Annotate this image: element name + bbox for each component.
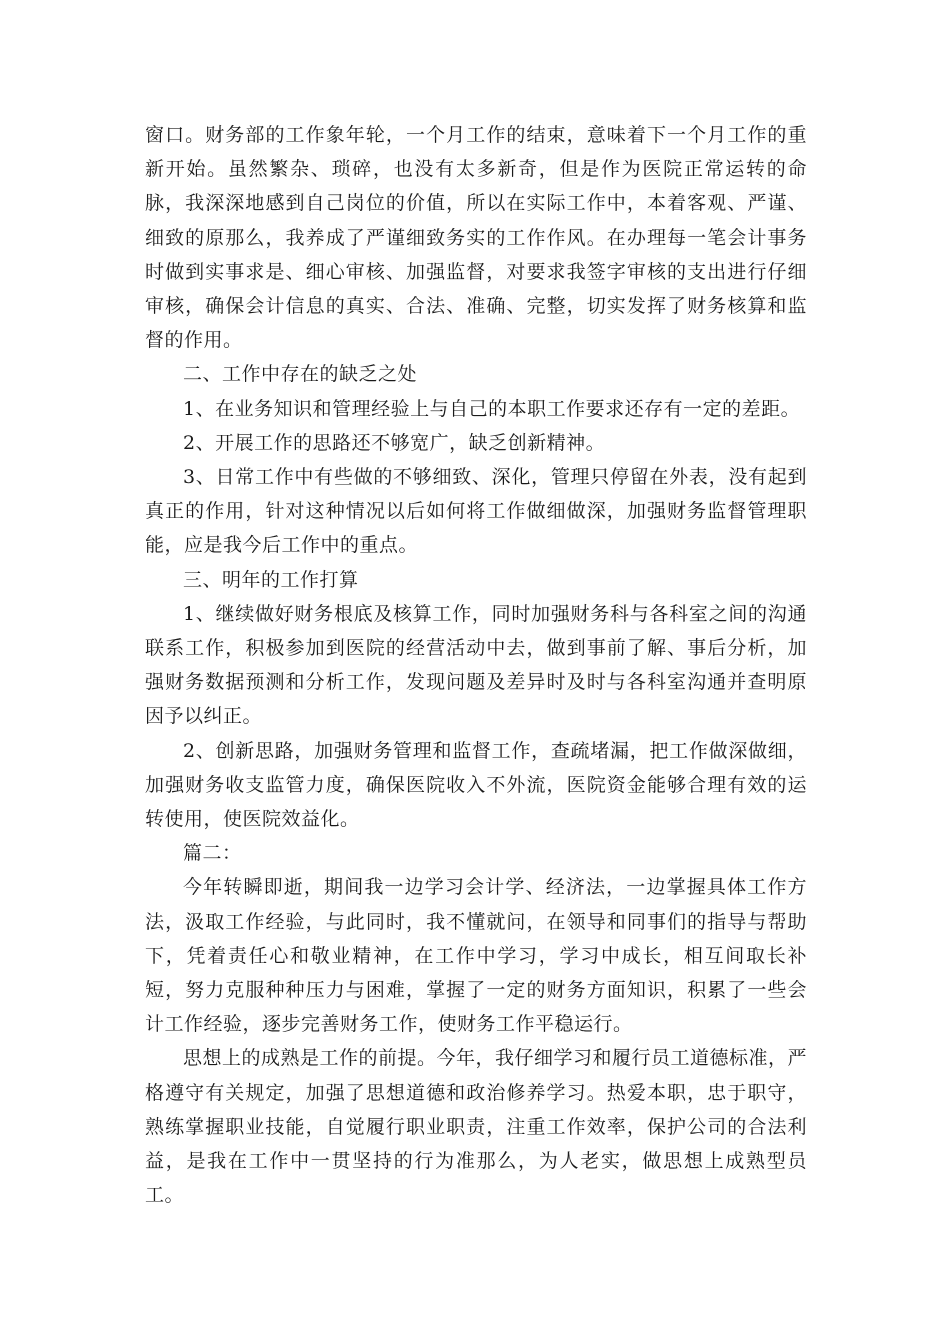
paragraph-plan-2: 2、创新思路，加强财务管理和监督工作，查疏堵漏，把工作做深做细，加强财务收支监管力度，确保医院收入不外流，医院资金能够合理有效的运转使用，使医院效益化。: [145, 739, 807, 831]
paragraph-section-2-thought: 思想上的成熟是工作的前提。今年，我仔细学习和履行员工道德标准，严格遵守有关规定，加强了思想道德和政治修养学习。热爱本职，忠于职守，熟练掌握职业技能，自觉履行职业职责，注重工作效率，保护公司的合法利益，是我在工作中一贯坚持的行为准那么，为人老实，做思想上成熟型员工。: [145, 1047, 808, 1207]
paragraph-heading-3: 三、明年的工作打算: [183, 568, 359, 591]
paragraph-plan-1: 1、继续做好财务根底及核算工作，同时加强财务科与各科室之间的沟通联系工作，积极参加到医院的经营活动中去，做到事前了解、事后分析，加强财务数据预测和分析工作，发现问题及差异时及时与各科室沟通并查明原因予以纠正。: [145, 602, 807, 728]
paragraph-shortcoming-2: 2、开展工作的思路还不够宽广，缺乏创新精神。: [183, 431, 606, 454]
paragraph-1: 窗口。财务部的工作象年轮，一个月工作的结束，意味着下一个月工作的重新开始。虽然繁杂、琐碎，也没有太多新奇，但是作为医院正常运转的命脉，我深深地感到自己岗位的价值，所以在实际工作中，本着客观、严谨、细致的原那么，我养成了严谨细致务实的工作作风。在办理每一笔会计事务时做到实事求是、细心审核、加强监督，对要求我签字审核的支出进行仔细审核，确保会计信息的真实、合法、准确、完整，切实发挥了财务核算和监督的作用。: [145, 124, 807, 352]
document-body: [145, 118, 807, 1213]
paragraph-section-2-intro: 今年转瞬即逝，期间我一边学习会计学、经济法，一边掌握具体工作方法，汲取工作经验，与此同时，我不懂就问，在领导和同事们的指导与帮助下，凭着责任心和敬业精神，在工作中学习，学习中成长，相互间取长补短，努力克服种种压力与困难，掌握了一定的财务方面知识，积累了一些会计工作经验，逐步完善财务工作，使财务工作平稳运行。: [145, 876, 807, 1036]
paragraph-heading-2: 二、工作中存在的缺乏之处: [183, 363, 418, 386]
paragraph-section-2-title: 篇二：: [183, 842, 242, 865]
paragraph-shortcoming-3: 3、日常工作中有些做的不够细致、深化，管理只停留在外表，没有起到真正的作用，针对这种情况以后如何将工作做细做深，加强财务监督管理职能，应是我今后工作中的重点。: [145, 466, 807, 557]
paragraph-shortcoming-1: 1、在业务知识和管理经验上与自己的本职工作要求还存有一定的差距。: [183, 397, 801, 420]
